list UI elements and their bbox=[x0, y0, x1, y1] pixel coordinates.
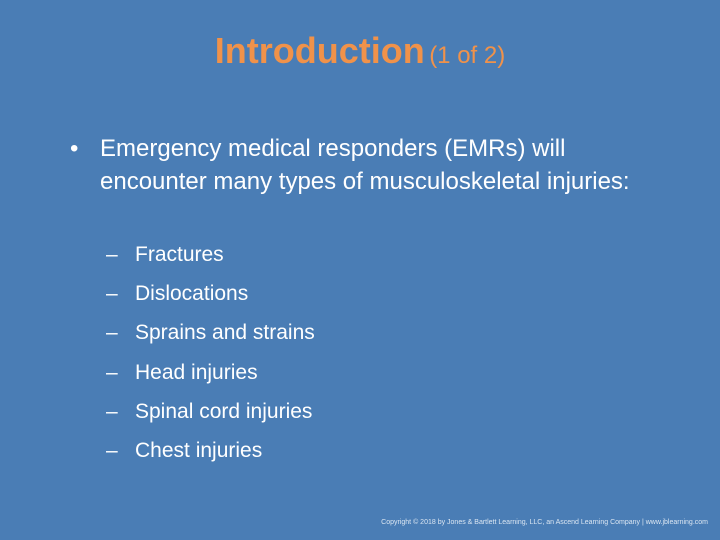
dash-marker: – bbox=[106, 399, 118, 423]
dash-marker: – bbox=[106, 360, 118, 384]
dash-marker: – bbox=[106, 438, 118, 462]
list-item bbox=[106, 436, 315, 475]
list-item bbox=[106, 397, 315, 436]
main-bullet bbox=[70, 132, 670, 198]
list-item-text: Dislocations bbox=[135, 282, 249, 306]
bullet-marker: • bbox=[70, 135, 79, 162]
dash-marker: – bbox=[106, 321, 118, 345]
slide-title bbox=[0, 30, 720, 72]
list-item-text: Fractures bbox=[135, 243, 224, 266]
list-item-text: Spinal cord injuries bbox=[135, 399, 313, 423]
bullet-text: Emergency medical responders (EMRs) will encounter many types of musculoskeletal injuries: bbox=[100, 135, 630, 195]
title-main: Introduction bbox=[214, 30, 425, 71]
list-item bbox=[106, 279, 315, 318]
title-subtitle: (1 of 2) bbox=[429, 42, 506, 69]
list-item bbox=[106, 240, 315, 279]
dash-marker: – bbox=[106, 243, 118, 266]
copyright-footer: Copyright © 2018 by Jones & Bartlett Learning, LLC, an Ascend Learning Company | www.jblearning.com bbox=[381, 519, 708, 526]
list-item-text: Chest injuries bbox=[135, 438, 263, 462]
list-item-text: Head injuries bbox=[135, 360, 258, 384]
dash-marker: – bbox=[106, 282, 118, 306]
list-item bbox=[106, 358, 315, 397]
list-item bbox=[106, 318, 315, 357]
list-item-text: Sprains and strains bbox=[135, 321, 315, 345]
injury-list bbox=[106, 240, 315, 475]
